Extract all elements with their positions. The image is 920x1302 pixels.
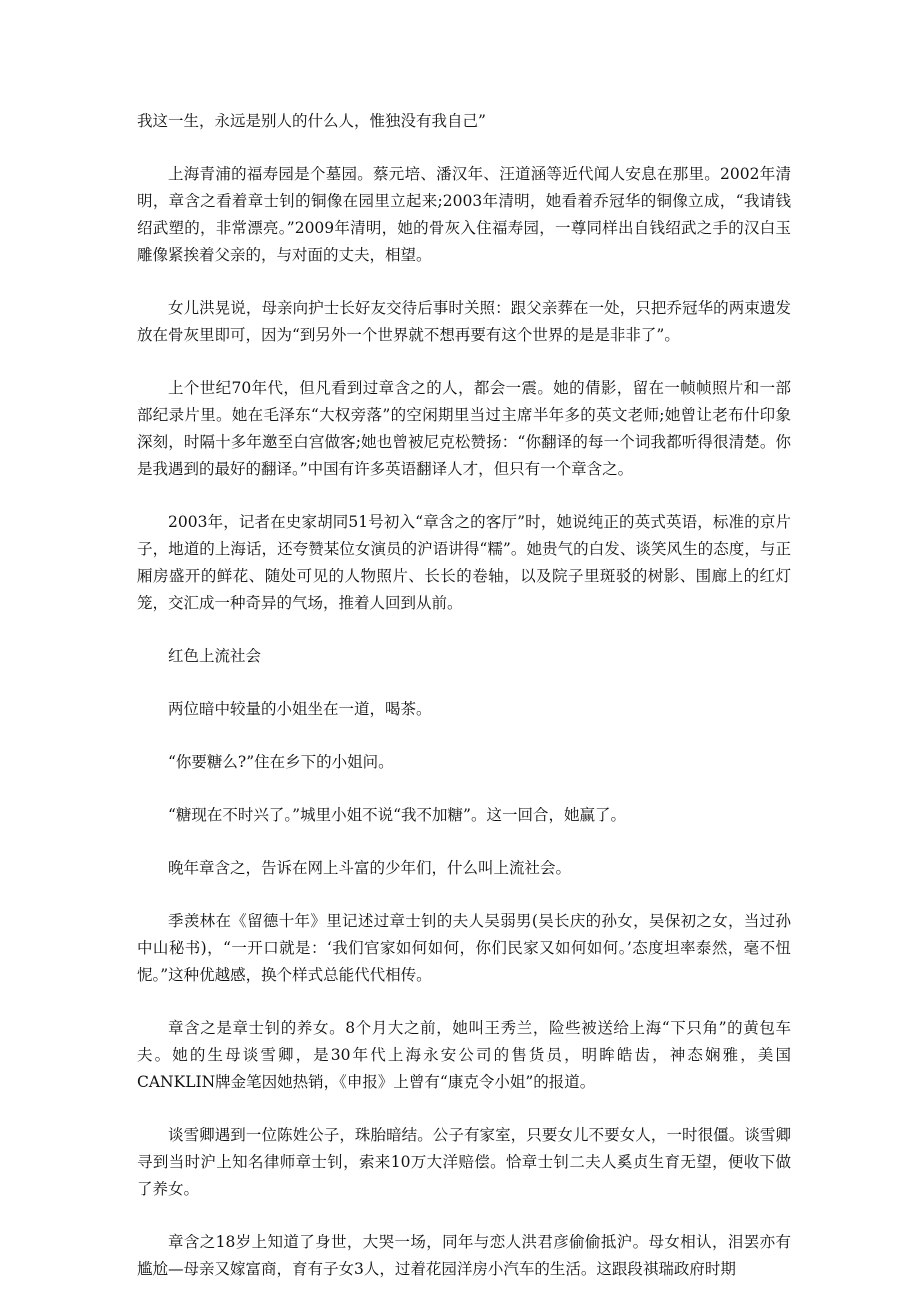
paragraph-sugar-answer: “糖现在不时兴了。”城里小姐不说“我不加糖”。这一回合，她赢了。 [168,806,626,824]
paragraph-age-18: 章含之18岁上知道了身世，大哭一场，同年与恋人洪君彦偷偷抵沪。母女相认，泪罢亦有尴尬—母亲又嫁富商，育有子女3人，过着花园洋房小汽车的生活。这跟段祺瑞政府时期 [137,1233,791,1278]
article-body [137,108,791,1283]
paragraph-tea: 两位暗中较量的小姐坐在一道，喝茶。 [168,700,432,718]
section-heading: 红色上流社会 [168,647,262,665]
paragraph-sugar-question: “你要糖么?”住在乡下的小姐问。 [168,753,394,771]
paragraph-tan-xueqing: 谈雪卿遇到一位陈姓公子，珠胎暗结。公子有家室，只要女儿不要女人，一时很僵。谈雪卿寻到当时沪上知名律师章士钊，索来10万大洋赔偿。恰章士钊二夫人奚贞生育无望，便收下做了养女。 [137,1126,791,1198]
paragraph-2003-visit: 2003年，记者在史家胡同51号初入“章含之的客厅”时，她说纯正的英式英语，标准的京片子，地道的上海话，还夸赞某位女演员的沪语讲得“糯”。她贵气的白发、谈笑风生的态度，与正厢房盛开的鲜花、随处可见的人物照片、长长的卷轴，以及院子里斑驳的树影、围廊上的红灯笼，交汇成一种奇异的气场，推着人回到从前。 [137,513,791,612]
paragraph-hong-huang: 女儿洪晃说，母亲向护士长好友交待后事时关照：跟父亲葬在一处，只把乔冠华的两束遗发放在骨灰里即可，因为“到另外一个世界就不想再要有这个世界的是是非非了”。 [137,299,791,344]
paragraph-epigraph-end: 我这一生，永远是别人的什么人，惟独没有我自己” [137,112,486,130]
paragraph-1970s: 上个世纪70年代，但凡看到过章含之的人，都会一震。她的倩影，留在一帧帧照片和一部部纪录片里。她在毛泽东“大权旁落”的空闲期里当过主席半年多的英文老师;她曾让老布什印象深刻，时隔十多年邀至白宫做客;她也曾被尼克松赞扬：“你翻译的每一个词我都听得很清楚。你是我遇到的最好的翻译。”中国有许多英语翻译人才，但只有一个章含之。 [137,379,791,478]
paragraph-upper-class: 晚年章含之，告诉在网上斗富的少年们，什么叫上流社会。 [168,859,572,877]
paragraph-adopted: 章含之是章士钊的养女。8个月大之前，她叫王秀兰，险些被送给上海“下只角”的黄包车夫。她的生母谈雪卿，是30年代上海永安公司的售货员，明眸皓齿，神态娴雅，美国CANKLIN牌金笔因她热销，《申报》上曾有“康克令小姐”的报道。 [137,1019,791,1091]
paragraph-ji-xianlin: 季羡林在《留德十年》里记述过章士钊的夫人吴弱男(吴长庆的孙女，吴保初之女，当过孙中山秘书)，“一开口就是：‘我们官家如何如何，你们民家又如何如何。’态度坦率泰然，毫不忸怩。”这种优越感，换个样式总能代代相传。 [137,912,791,984]
paragraph-fushouyuan: 上海青浦的福寿园是个墓园。蔡元培、潘汉年、汪道涵等近代闻人安息在那里。2002年清明，章含之看着章士钊的铜像在园里立起来;2003年清明，她看着乔冠华的铜像立成，“我请钱绍武塑的，非常漂亮。”2009年清明，她的骨灰入住福寿园，一尊同样出自钱绍武之手的汉白玉雕像紧挨着父亲的，与对面的丈夫，相望。 [137,165,791,264]
